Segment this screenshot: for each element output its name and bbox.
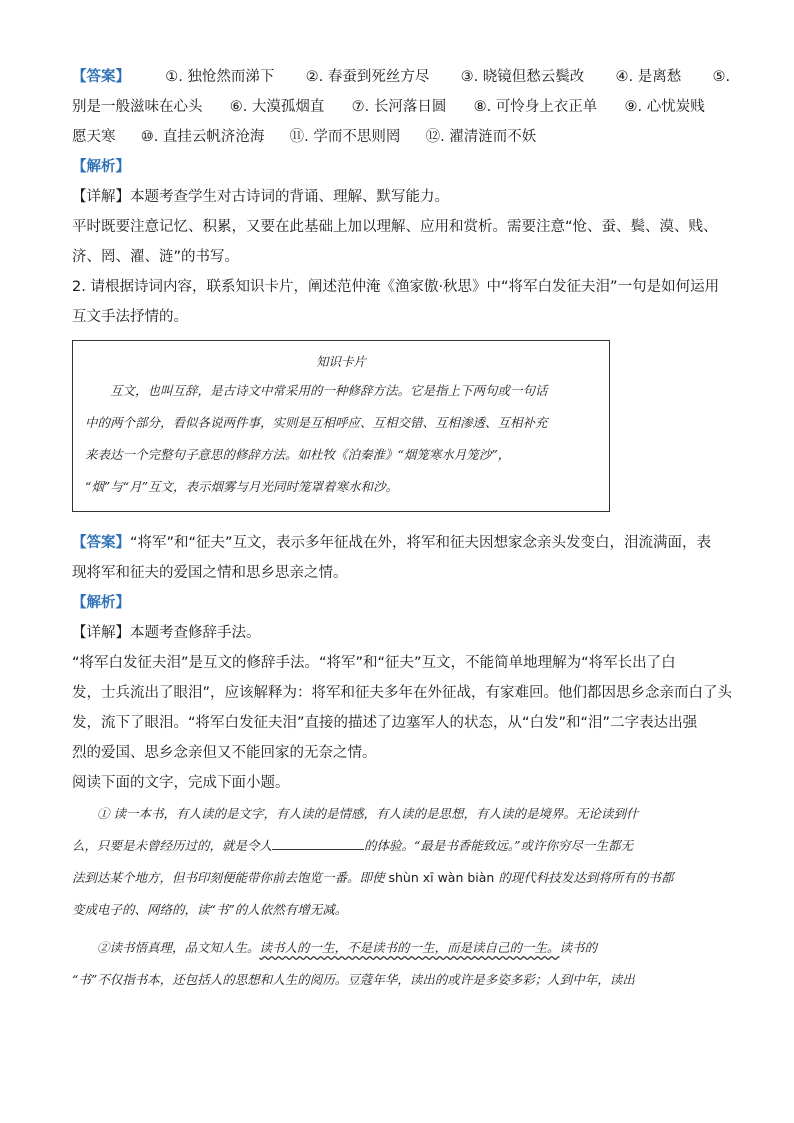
q1-analysis-line2: 济、罔、濯、涟”的书写。 <box>72 249 240 265</box>
answer-item: ④. 是离愁 <box>615 69 682 85</box>
q1-answer-line2 <box>72 92 722 122</box>
answer-text: “将军”和“征夫”互文，表示多年征战在外，将军和征夫因想家念亲头发变白，泪流满面，表 <box>130 535 712 551</box>
q2-question-line2: 互文手法抒情的。 <box>72 309 188 325</box>
answer-item: ③. 晓镜但愁云鬓改 <box>460 69 585 85</box>
card-line: 互文，也叫互辞，是古诗文中常采用的一种修辞方法。它是指上下两句或一句话 <box>85 383 548 398</box>
answer-item: ⑤. <box>712 69 731 85</box>
card-line: “烟”与“月”互文，表示烟雾与月光同时笼罩着寒水和沙。 <box>85 479 399 494</box>
q2-detail-line <box>72 618 722 648</box>
answer-item: ⑫. 濯清涟而不妖 <box>425 129 537 145</box>
detail-text: 本题考查修辞手法。 <box>130 625 261 641</box>
card-title: 知识卡片 <box>315 354 366 369</box>
detail-tag: 【详解】 <box>72 189 130 205</box>
passage-line: 法到达某个地方，但书印刻便能带你前去饱览一番。即使 shùn xī wàn biàn 的现代科技发达到将所有的书都 <box>72 870 674 885</box>
detail-text: 本题考查学生对古诗词的背诵、理解、默写能力。 <box>130 189 449 205</box>
passage-line: 变成电子的、网络的，读“书”的人依然有增无减。 <box>72 902 348 917</box>
reading-instruction: 阅读下面的文字，完成下面小题。 <box>72 775 290 791</box>
q1-answer-line1 <box>72 62 731 92</box>
q2-explanation-line2: 发，士兵流出了眼泪”，应该解释为：将军和征夫多年在外征战，有家难回。他们都因思乡念亲而白了头 <box>72 685 733 701</box>
answer-item: ⑥. 大漠孤烟直 <box>229 99 325 115</box>
passage-line: “书”不仅指书本，还包括人的思想和人生的阅历。豆蔻年华，读出的或许是多姿多彩；人到中年，读出 <box>72 972 635 987</box>
answer-item: 愿天寒 <box>72 129 116 145</box>
answer-item: ⑧. 可怜身上衣正单 <box>473 99 598 115</box>
answer-item: ⑨. 心忧炭贱 <box>624 99 705 115</box>
answer-item: ⑩. 直挂云帆济沧海 <box>140 129 265 145</box>
answer-item: ⑦. 长河落日圆 <box>351 99 447 115</box>
answer-tag: 【答案】 <box>72 69 130 85</box>
fill-in-blank[interactable] <box>272 835 364 850</box>
passage-line: ① 读一本书，有人读的是文字，有人读的是情感，有人读的是思想，有人读的是境界。无论读到什 <box>72 806 639 821</box>
q1-answer-line3 <box>72 122 722 152</box>
q2-answer-line1 <box>72 528 722 558</box>
q1-analysis-line1: 平时既要注意记忆、积累，又要在此基础上加以理解、应用和赏析。需要注意“怆、蚕、鬓、漠、贱、 <box>72 219 718 235</box>
wavy-underlined-sentence: 读书人的一生，不是读书的一生，而是读自己的一生。 <box>259 940 560 955</box>
q2-explanation-line1: “将军白发征夫泪”是互文的修辞手法。“将军”和“征夫”互文，不能简单地理解为“将军长出了白 <box>72 655 676 671</box>
passage-line: 么，只要是未曾经历过的，就是令人 的体验。“最是书香能致远。”或许你穷尽一生都无 <box>72 830 722 862</box>
answer-item: ⑪. 学而不思则罔 <box>289 129 401 145</box>
answer-tag: 【答案】 <box>72 535 130 551</box>
q2-explanation-line4: 烈的爱国、思乡念亲但又不能回家的无奈之情。 <box>72 745 377 761</box>
document-page <box>72 62 733 996</box>
knowledge-card <box>72 340 610 512</box>
q2-answer-line2: 现将军和征夫的爱国之情和思乡思亲之情。 <box>72 565 348 581</box>
card-line: 来表达一个完整句子意思的修辞方法。如杜牧《泊秦淮》“烟笼寒水月笼沙”， <box>85 447 511 462</box>
q2-analysis-heading <box>72 588 722 618</box>
q1-detail-line <box>72 182 722 212</box>
detail-tag: 【详解】 <box>72 625 130 641</box>
q1-analysis-heading <box>72 152 722 182</box>
answer-item: ②. 春蚕到死丝方尽 <box>305 69 430 85</box>
pinyin-text: shùn xī wàn biàn <box>388 870 495 885</box>
analysis-tag: 【解析】 <box>72 159 130 175</box>
analysis-tag: 【解析】 <box>72 595 130 611</box>
passage-line: ②读书悟真理，品文知人生。读书人的一生，不是读书的一生，而是读自己的一生。读书的 <box>72 940 598 955</box>
q2-question-line1: 2. 请根据诗词内容，联系知识卡片，阐述范仲淹《渔家傲·秋思》中“将军白发征夫泪”一句是如何运用 <box>72 279 720 295</box>
q2-explanation-line3: 发，流下了眼泪。“将军白发征夫泪”直接的描述了边塞军人的状态，从“白发”和“泪”二字表达出强 <box>72 715 698 731</box>
answer-item: ①. 独怆然而涕下 <box>165 69 275 85</box>
card-line: 中的两个部分，看似各说两件事，实则是互相呼应、互相交错、互相渗透、互相补充 <box>85 415 548 430</box>
answer-item: 别是一般滋味在心头 <box>72 99 203 115</box>
